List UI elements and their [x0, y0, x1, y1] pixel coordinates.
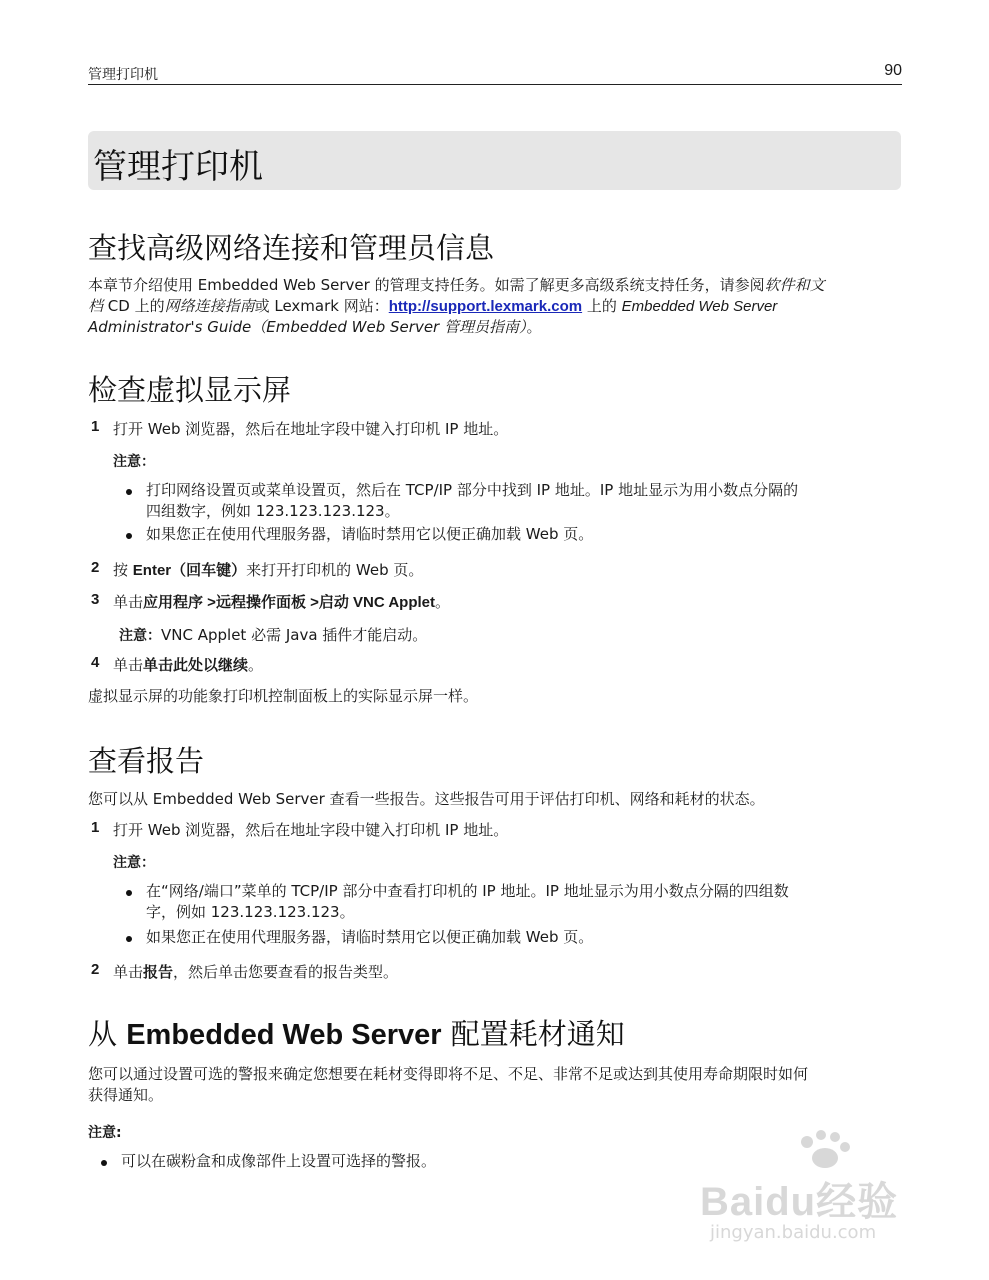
note-label: 注意:: [88, 1125, 122, 1141]
header-title: 管理打印机: [88, 67, 158, 83]
title-bold: Embedded Web Server: [126, 1019, 442, 1051]
bullet-dot: [126, 533, 132, 539]
title-text: 配置耗材通知: [441, 1017, 625, 1051]
s3-bullet-1: [146, 881, 789, 923]
title-text: 从: [88, 1017, 127, 1051]
s4-line-2: 获得通知。: [88, 1086, 164, 1104]
paw-icon: [795, 1130, 855, 1170]
s3-step-1: 打开 Web 浏览器，然后在地址字段中键入打印机 IP 地址。: [113, 821, 509, 839]
chapter-title: 管理打印机: [93, 147, 263, 187]
s1-italic: Administrator's Guide（Embedded Web Server 管理员指南）: [88, 318, 527, 336]
step-text: 单击: [113, 656, 144, 674]
s2-bullet-1: [146, 480, 798, 522]
section-title-reports: 查看报告: [88, 744, 205, 778]
s1-line-3: [88, 316, 542, 337]
s1-italic: Embedded Web Server: [621, 298, 778, 315]
bullet-dot: [101, 1160, 107, 1166]
s1-line-1: [88, 274, 825, 295]
s3-bullet-2: 如果您正在使用代理服务器，请临时禁用它以便正确加载 Web 页。: [146, 928, 594, 946]
s3-step-2: [113, 961, 398, 982]
step-number: 4: [91, 654, 100, 671]
watermark-url: jingyan.baidu.com: [710, 1222, 877, 1243]
step-text: 单击: [113, 593, 144, 611]
step-text: 来打开打印机的 Web 页。: [246, 561, 424, 579]
page-header: [88, 62, 902, 85]
step-text: 。: [248, 656, 264, 674]
section-title-supply-notifications: [88, 1012, 625, 1053]
note-label: 注意：: [119, 627, 161, 643]
note-label: 注意：: [113, 454, 155, 470]
s4-line-1: 您可以通过设置可选的警报来确定您想要在耗材变得即将不足、不足、非常不足或达到其使用寿命期限时如何: [88, 1065, 809, 1083]
s2-bullet-2: 如果您正在使用代理服务器，请临时禁用它以便正确加载 Web 页。: [146, 525, 594, 543]
lexmark-support-link[interactable]: http://support.lexmark.com: [388, 298, 583, 315]
s2-summary: 虚拟显示屏的功能象打印机控制面板上的实际显示屏一样。: [88, 687, 479, 705]
s2-step-3: [113, 591, 450, 612]
s1-text: 。: [526, 318, 542, 336]
note-text: VNC Applet 必需 Java 插件才能启动。: [161, 626, 428, 644]
s3-intro: 您可以从 Embedded Web Server 查看一些报告。这些报告可用于评估打印机、网络和耗材的状态。: [88, 790, 765, 808]
page-number: 90: [884, 62, 902, 79]
step-number: 2: [91, 559, 100, 576]
step-number: 3: [91, 591, 100, 608]
s1-text: 上的: [582, 297, 622, 315]
s1-text: CD 上的: [103, 297, 165, 315]
step-bold: Enter（回车键）: [132, 562, 247, 579]
s4-bullet-1: 可以在碳粉盒和成像部件上设置可选择的警报。: [121, 1152, 437, 1170]
bullet-text: 在“网络/端口”菜单的 TCP/IP 部分中查看打印机的 IP 地址。IP 地址显示为用小数点分隔的四组数: [146, 882, 789, 900]
bullet-dot: [126, 489, 132, 495]
watermark-brand: Baidu经验: [700, 1180, 899, 1224]
step-bold: 单击此处以继续: [143, 657, 249, 674]
section-title-virtual-display: 检查虚拟显示屏: [88, 373, 292, 407]
step-bold: 报告: [143, 964, 174, 981]
s2-step-1: 打开 Web 浏览器，然后在地址字段中键入打印机 IP 地址。: [113, 420, 509, 438]
step-text: ，然后单击您要查看的报告类型。: [173, 963, 399, 981]
chapter-banner: [88, 131, 901, 190]
bullet-text: 四组数字，例如 123.123.123.123。: [146, 502, 400, 520]
s1-italic: 档: [88, 297, 104, 315]
step-number: 2: [91, 961, 100, 978]
s1-text: 或 Lexmark 网站：: [254, 297, 389, 315]
step-text: 单击: [113, 963, 144, 981]
s2-step-2: [113, 559, 423, 580]
s1-line-2: [88, 295, 777, 316]
s1-text: 本章节介绍使用 Embedded Web Server 的管理支持任务。如需了解更多高级系统支持任务，请参阅: [88, 276, 765, 294]
step-bold: 应用程序 >远程操作面板 >启动 VNC Applet: [143, 594, 435, 611]
s2-step-4: [113, 654, 263, 675]
section-title-admin-info: 查找高级网络连接和管理员信息: [88, 231, 495, 265]
note-label: 注意：: [113, 855, 155, 871]
step-number: 1: [91, 418, 100, 435]
bullet-text: 字，例如 123.123.123.123。: [146, 903, 355, 921]
step-number: 1: [91, 819, 100, 836]
step-text: 按: [113, 561, 133, 579]
s1-italic: 软件和文: [764, 276, 825, 294]
bullet-text: 打印网络设置页或菜单设置页，然后在 TCP/IP 部分中找到 IP 地址。IP 地址显示为用小数点分隔的: [146, 481, 799, 499]
step-text: 。: [434, 593, 450, 611]
s1-italic: 网络连接指南: [164, 297, 255, 315]
s2-note-3: [119, 624, 427, 645]
bullet-dot: [126, 890, 132, 896]
bullet-dot: [126, 936, 132, 942]
baidu-watermark: [700, 1130, 930, 1243]
